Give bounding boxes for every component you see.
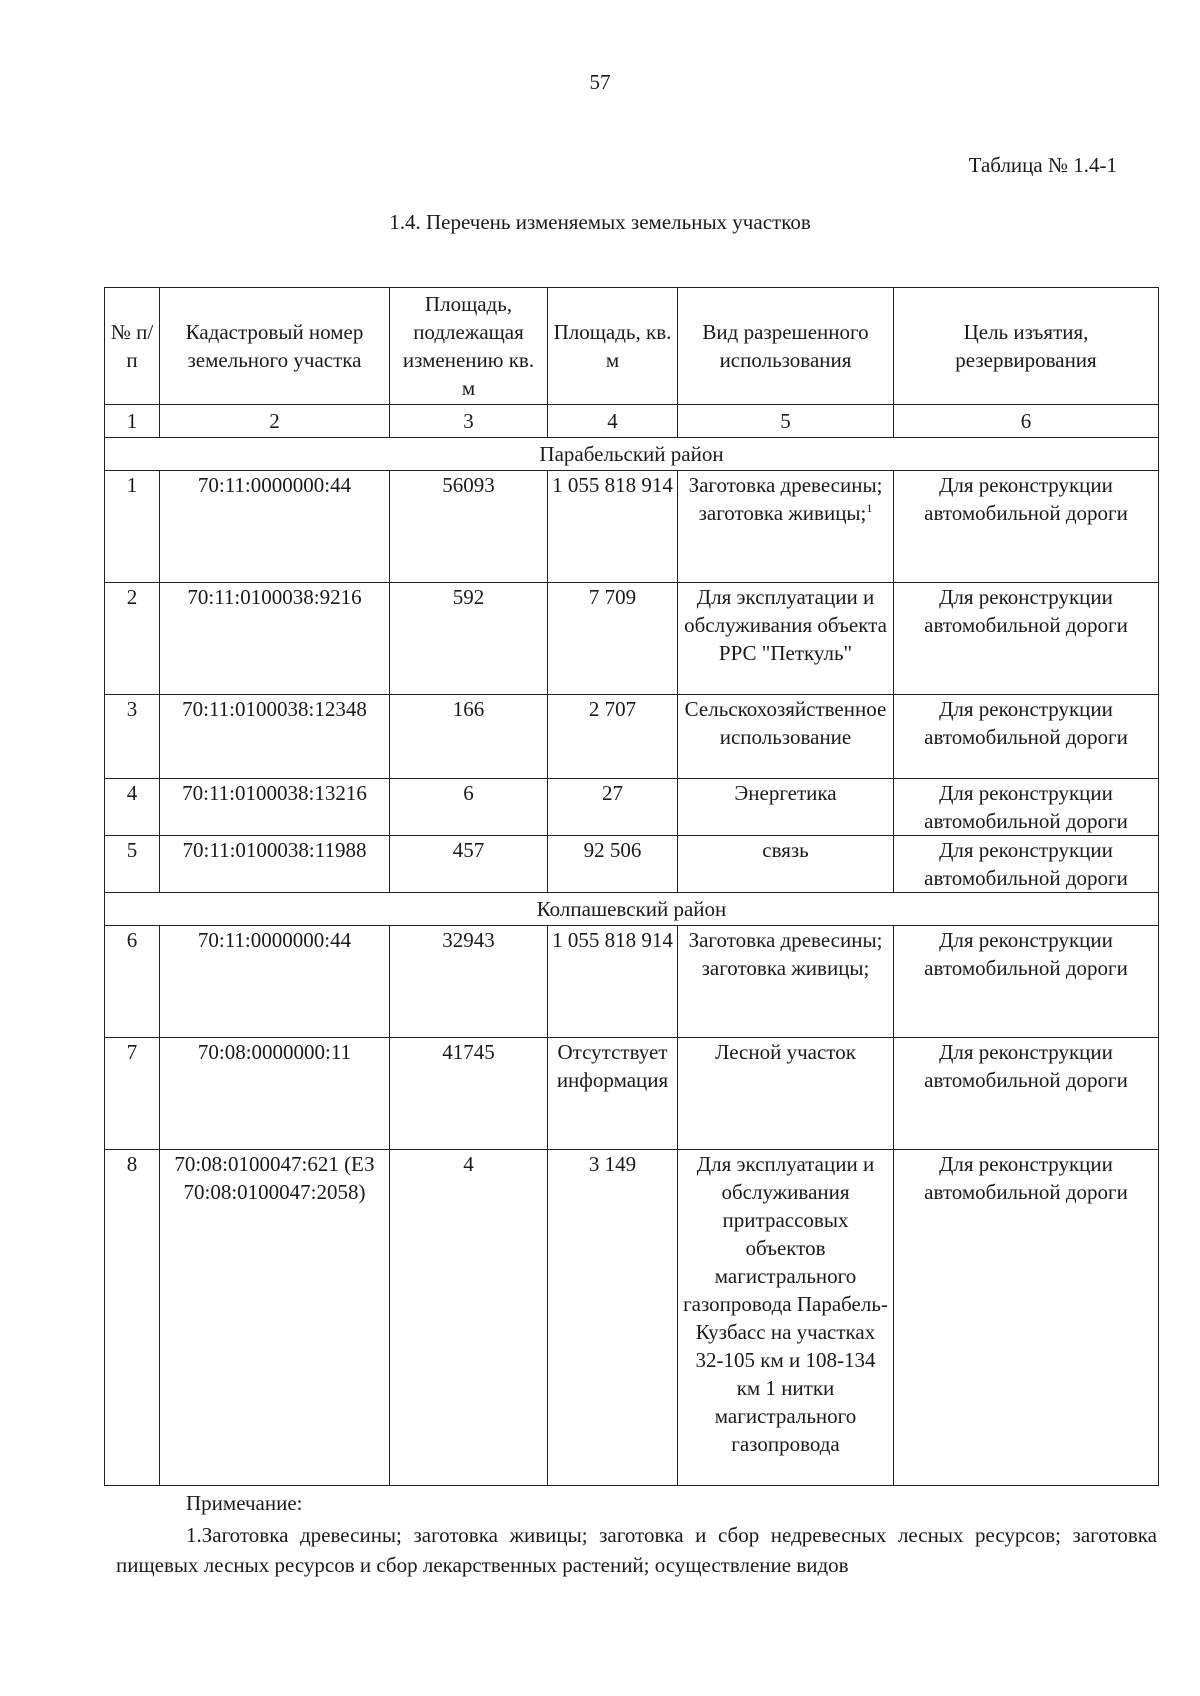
area-change: 592 [390,583,548,695]
table-row [105,695,1159,779]
table-row [105,583,1159,695]
permitted-use [678,471,894,583]
page-number: 57 [589,70,611,94]
row-number: 8 [105,1150,160,1486]
permitted-use-text: Заготовка древесины; заготовка живицы; [688,473,883,525]
district-row [105,893,1159,926]
column-number-row [105,405,1159,438]
area: 92 506 [548,836,678,893]
purpose: Для реконструкции автомобильной дороги [894,836,1159,893]
area: 1 055 818 914 [548,926,678,1038]
document-title: 1.4. Перечень изменяемых земельных участков [389,210,811,234]
permitted-use: Для эксплуатации и обслуживания притрассовых объектов магистрального газопровода Парабель-Кузбасс на участках 32-105 км и 108-134 км 1 нитки магистрального газопровода [678,1150,894,1486]
header-use: Вид разрешенного использования [678,288,894,405]
table-row [105,779,1159,836]
column-number: 5 [678,405,894,438]
row-number: 3 [105,695,160,779]
area-change: 457 [390,836,548,893]
header-number: № п/ п [105,288,160,405]
cadastral-number: 70:08:0000000:11 [160,1038,390,1150]
row-number: 7 [105,1038,160,1150]
header-cadastral: Кадастровый номер земельного участка [160,288,390,405]
cadastral-number: 70:11:0000000:44 [160,471,390,583]
table-row [105,1038,1159,1150]
footnote-mark: 1 [866,501,873,515]
district-row [105,438,1159,471]
purpose: Для реконструкции автомобильной дороги [894,926,1159,1038]
cadastral-number: 70:11:0000000:44 [160,926,390,1038]
area-change: 6 [390,779,548,836]
row-number: 6 [105,926,160,1038]
area: 3 149 [548,1150,678,1486]
header-area-change: Площадь, подлежащая изменению кв. м [390,288,548,405]
column-number: 3 [390,405,548,438]
cadastral-number: 70:11:0100038:9216 [160,583,390,695]
row-number: 1 [105,471,160,583]
permitted-use: Заготовка древесины; заготовка живицы; [678,926,894,1038]
cadastral-number: 70:11:0100038:12348 [160,695,390,779]
purpose: Для реконструкции автомобильной дороги [894,1150,1159,1486]
column-number: 2 [160,405,390,438]
permitted-use: Для эксплуатации и обслуживания объекта РРС "Петкуль" [678,583,894,695]
purpose: Для реконструкции автомобильной дороги [894,583,1159,695]
table-row [105,926,1159,1038]
column-number: 4 [548,405,678,438]
area-change: 56093 [390,471,548,583]
purpose: Для реконструкции автомобильной дороги [894,695,1159,779]
permitted-use: Энергетика [678,779,894,836]
table-label: Таблица № 1.4-1 [968,153,1117,177]
cadastral-number: 70:11:0100038:13216 [160,779,390,836]
area: 2 707 [548,695,678,779]
district-name: Парабельский район [105,438,1159,471]
column-number: 1 [105,405,160,438]
permitted-use: Сельскохозяйственное использование [678,695,894,779]
land-plots-table [104,287,1159,1486]
permitted-use: связь [678,836,894,893]
cadastral-number: 70:11:0100038:11988 [160,836,390,893]
area: 27 [548,779,678,836]
note-body: 1.Заготовка древесины; заготовка живицы; заготовка и сбор недревесных лесных ресурсов; заготовка пищевых лесных ресурсов и сбор лекарственных растений; осуществление видов [116,1523,1157,1577]
purpose: Для реконструкции автомобильной дороги [894,779,1159,836]
permitted-use: Лесной участок [678,1038,894,1150]
table-row [105,836,1159,893]
row-number: 2 [105,583,160,695]
column-number: 6 [894,405,1159,438]
area: 7 709 [548,583,678,695]
row-number: 4 [105,779,160,836]
area: Отсутствует информация [548,1038,678,1150]
note-title: Примечание: [186,1491,303,1515]
header-area: Площадь, кв. м [548,288,678,405]
area-change: 166 [390,695,548,779]
cadastral-number: 70:08:0100047:621 (ЕЗ 70:08:0100047:2058) [160,1150,390,1486]
district-name: Колпашевский район [105,893,1159,926]
area-change: 4 [390,1150,548,1486]
header-row [105,288,1159,405]
table-row [105,1150,1159,1486]
area-change: 32943 [390,926,548,1038]
area: 1 055 818 914 [548,471,678,583]
purpose: Для реконструкции автомобильной дороги [894,1038,1159,1150]
header-purpose: Цель изъятия, резервирования [894,288,1159,405]
purpose: Для реконструкции автомобильной дороги [894,471,1159,583]
area-change: 41745 [390,1038,548,1150]
row-number: 5 [105,836,160,893]
table-row [105,471,1159,583]
